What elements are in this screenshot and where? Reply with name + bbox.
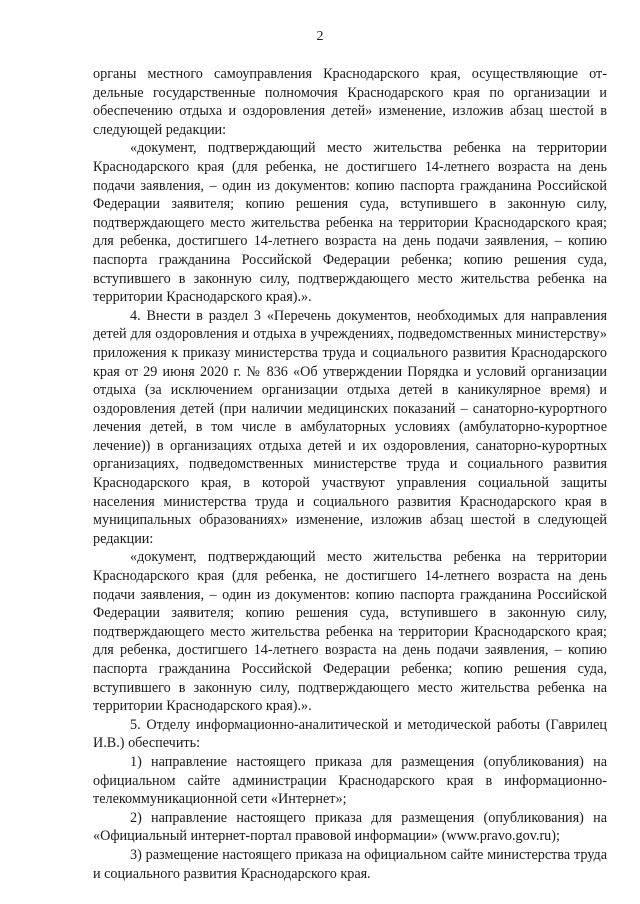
paragraph-item-4: 4. Внести в раздел 3 «Перечень документов, необходимых для направления детей для оздоровления и отдыха в учреждениях, подведомственных министерству» приложения к приказу министерства труда и социального развития Краснодарского края от 29 июня 2020 г. № 836 «Об утверждении Порядка и условий организации отдыха (за исключением организации отдыха детей в каникулярное время) и оздоровления детей (при наличии медицинских показаний – санаторно-курортного лечения детей, в том числе в амбулаторных условиях (амбулаторно-курортное лечение)) в организациях отдыха детей и их оздоровления, санаторно-курортных организациях, подведомственных министерстве труда и социального развития Краснодарского края, в которой участвуют управления социальной защиты населения министерства труда и социального развития Краснодарского края в муниципальных образованиях» изменение, изложив абзац шестой в следующей редакции: [93,307,607,547]
paragraph-item-5: 5. Отделу информационно-аналитической и методической работы (Гаврилец И.В.) обеспечить: [93,716,607,752]
paragraph-quoted-document-text-2: «документ, подтверждающий место жительства ребенка на территории Краснодарского края (для ребенка, не достигшего 14-летнего возраста на день подачи заявления, – один из документов: копию паспорта гражданина Российской Федерации заявителя; копию решения суда, вступившего в законную силу, подтверждающего место жительства ребенка на территории Краснодарского края; для ребенка, достигшего 14-летнего возраста на день подачи заявления, – копию паспорта гражданина Российской Федерации ребенка; копию решения суда, вступившего в законную силу, подтверждающего место жительства ребенка на территории Краснодарского края).». [93,549,607,715]
document-body [93,65,607,883]
paragraph-subitem-2: 2) направление настоящего приказа для размещения (опубликования) на «Официальный интернет-портал правовой информации» (www.pravo.gov.ru); [93,809,607,845]
paragraph-continuation: органы местного самоуправления Краснодарского края, осуществляющие отдельные государственные полномочия Краснодарского края по организации и обеспечению отдыха и оздоровления детей» изменение, изложив абзац шестой в следующей редакции: [93,66,607,138]
paragraph-subitem-1: 1) направление настоящего приказа для размещения (опубликования) на официальном сайте администрации Краснодарского края в информационно-телекоммуникационной сети «Интернет»; [93,753,607,808]
paragraph-quoted-document-text: «документ, подтверждающий место жительства ребенка на территории Краснодарского края (для ребенка, не достигшего 14-летнего возраста на день подачи заявления, – один из документов: копию паспорта гражданина Российской Федерации заявителя; копию решения суда, вступившего в законную силу, подтверждающего место жительства ребенка на территории Краснодарского края; для ребенка, достигшего 14-летнего возраста на день подачи заявления, – копию паспорта гражданина Российской Федерации ребенка; копию решения суда, вступившего в законную силу, подтверждающего место жительства ребенка на территории Краснодарского края).». [93,140,607,306]
page-number: 2 [316,29,324,44]
paragraph-subitem-3: 3) размещение настоящего приказа на официальном сайте министерства труда и социального развития Краснодарского края. [93,846,607,882]
